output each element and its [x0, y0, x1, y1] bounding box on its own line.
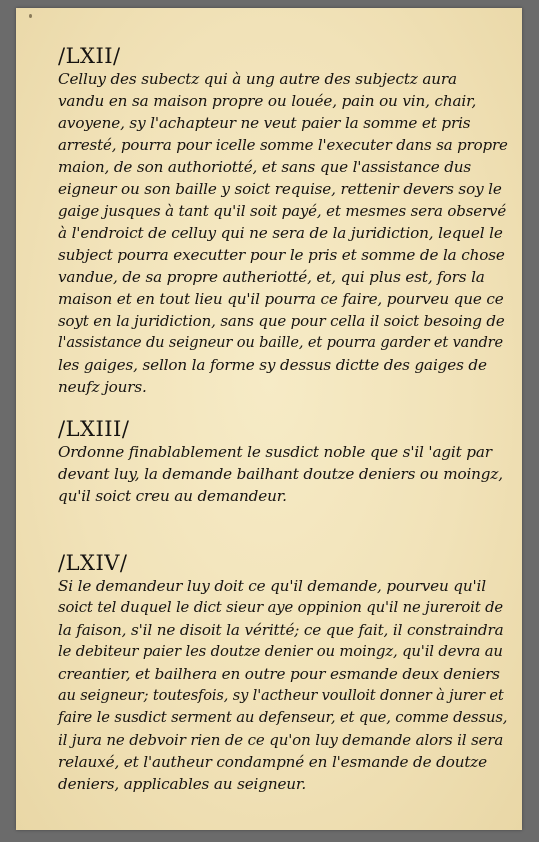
text-line: creantier, et bailhera en outre pour esmande deux deniers: [58, 665, 500, 683]
text-line: arresté, pourra pour icelle somme l'executer dans sa propre: [58, 136, 508, 154]
text-line: vandue, de sa propre autheriotté, et, qui plus est, fors la: [58, 268, 485, 286]
text-line: avoyene, sy l'achapteur ne veut paier la somme et pris: [58, 114, 471, 132]
article-heading: /LXII/: [58, 44, 121, 68]
text-line: Ordonne finablablement le susdict noble que s'il 'agit par: [58, 443, 492, 461]
document-page: [16, 8, 522, 830]
text-line: vandu en sa maison propre ou louée, pain ou vin, chair,: [58, 92, 477, 110]
text-line: faire le susdict serment au defenseur, et que, comme dessus,: [58, 709, 508, 726]
text-line: gaige jusques à tant qu'il soit payé, et mesmes sera observé: [58, 202, 507, 220]
text-line: neufz jours.: [58, 378, 147, 396]
article-lxii: [58, 45, 508, 398]
text-line: le debiteur paier les doutze denier ou moingz, qu'il devra au: [58, 643, 503, 660]
text-line: la faison, s'il ne disoit la véritté; ce que fait, il constraindra: [58, 621, 504, 639]
text-line: les gaiges, sellon la forme sy dessus dictte des gaiges de: [58, 356, 487, 374]
article-lxiii: [58, 418, 508, 507]
text-line: à l'endroict de celluy qui ne sera de la juridiction, lequel le: [58, 224, 503, 242]
text-line: deniers, applicables au seigneur.: [58, 775, 307, 793]
paper-speck: [29, 14, 32, 18]
text-line: devant luy, la demande bailhant doutze deniers ou moingz,: [58, 465, 503, 483]
article-heading: /LXIII/: [58, 417, 130, 441]
text-line: Si le demandeur luy doit ce qu'il demande, pourveu qu'il: [58, 577, 486, 595]
text-line: soyt en la juridiction, sans que pour cella il soict besoing de: [58, 312, 505, 330]
text-line: relauxé, et l'autheur condampné en l'esmande de doutze: [58, 753, 487, 771]
text-line: au seigneur; toutesfois, sy l'actheur voulloit donner à jurer et: [58, 687, 504, 704]
article-lxiv: [58, 552, 508, 795]
text-line: il jura ne debvoir rien de ce qu'on luy demande alors il sera: [58, 731, 504, 749]
text-line: eigneur ou son baille y soict requise, rettenir devers soy le: [58, 180, 502, 198]
text-line: soict tel duquel le dict sieur aye oppinion qu'il ne jureroit de: [58, 599, 504, 616]
text-line: qu'il soict creu au demandeur.: [58, 487, 287, 505]
text-line: Celluy des subectz qui à ung autre des subjectz aura: [58, 70, 457, 88]
text-line: maison et en tout lieu qu'il pourra ce faire, pourveu que ce: [58, 290, 504, 308]
text-line: subject pourra executter pour le pris et somme de la chose: [58, 246, 505, 264]
article-heading: /LXIV/: [58, 551, 128, 575]
text-line: maion, de son authoriotté, et sans que l'assistance dus: [58, 158, 472, 176]
text-line: l'assistance du seigneur ou baille, et pourra garder et vandre: [58, 334, 503, 351]
